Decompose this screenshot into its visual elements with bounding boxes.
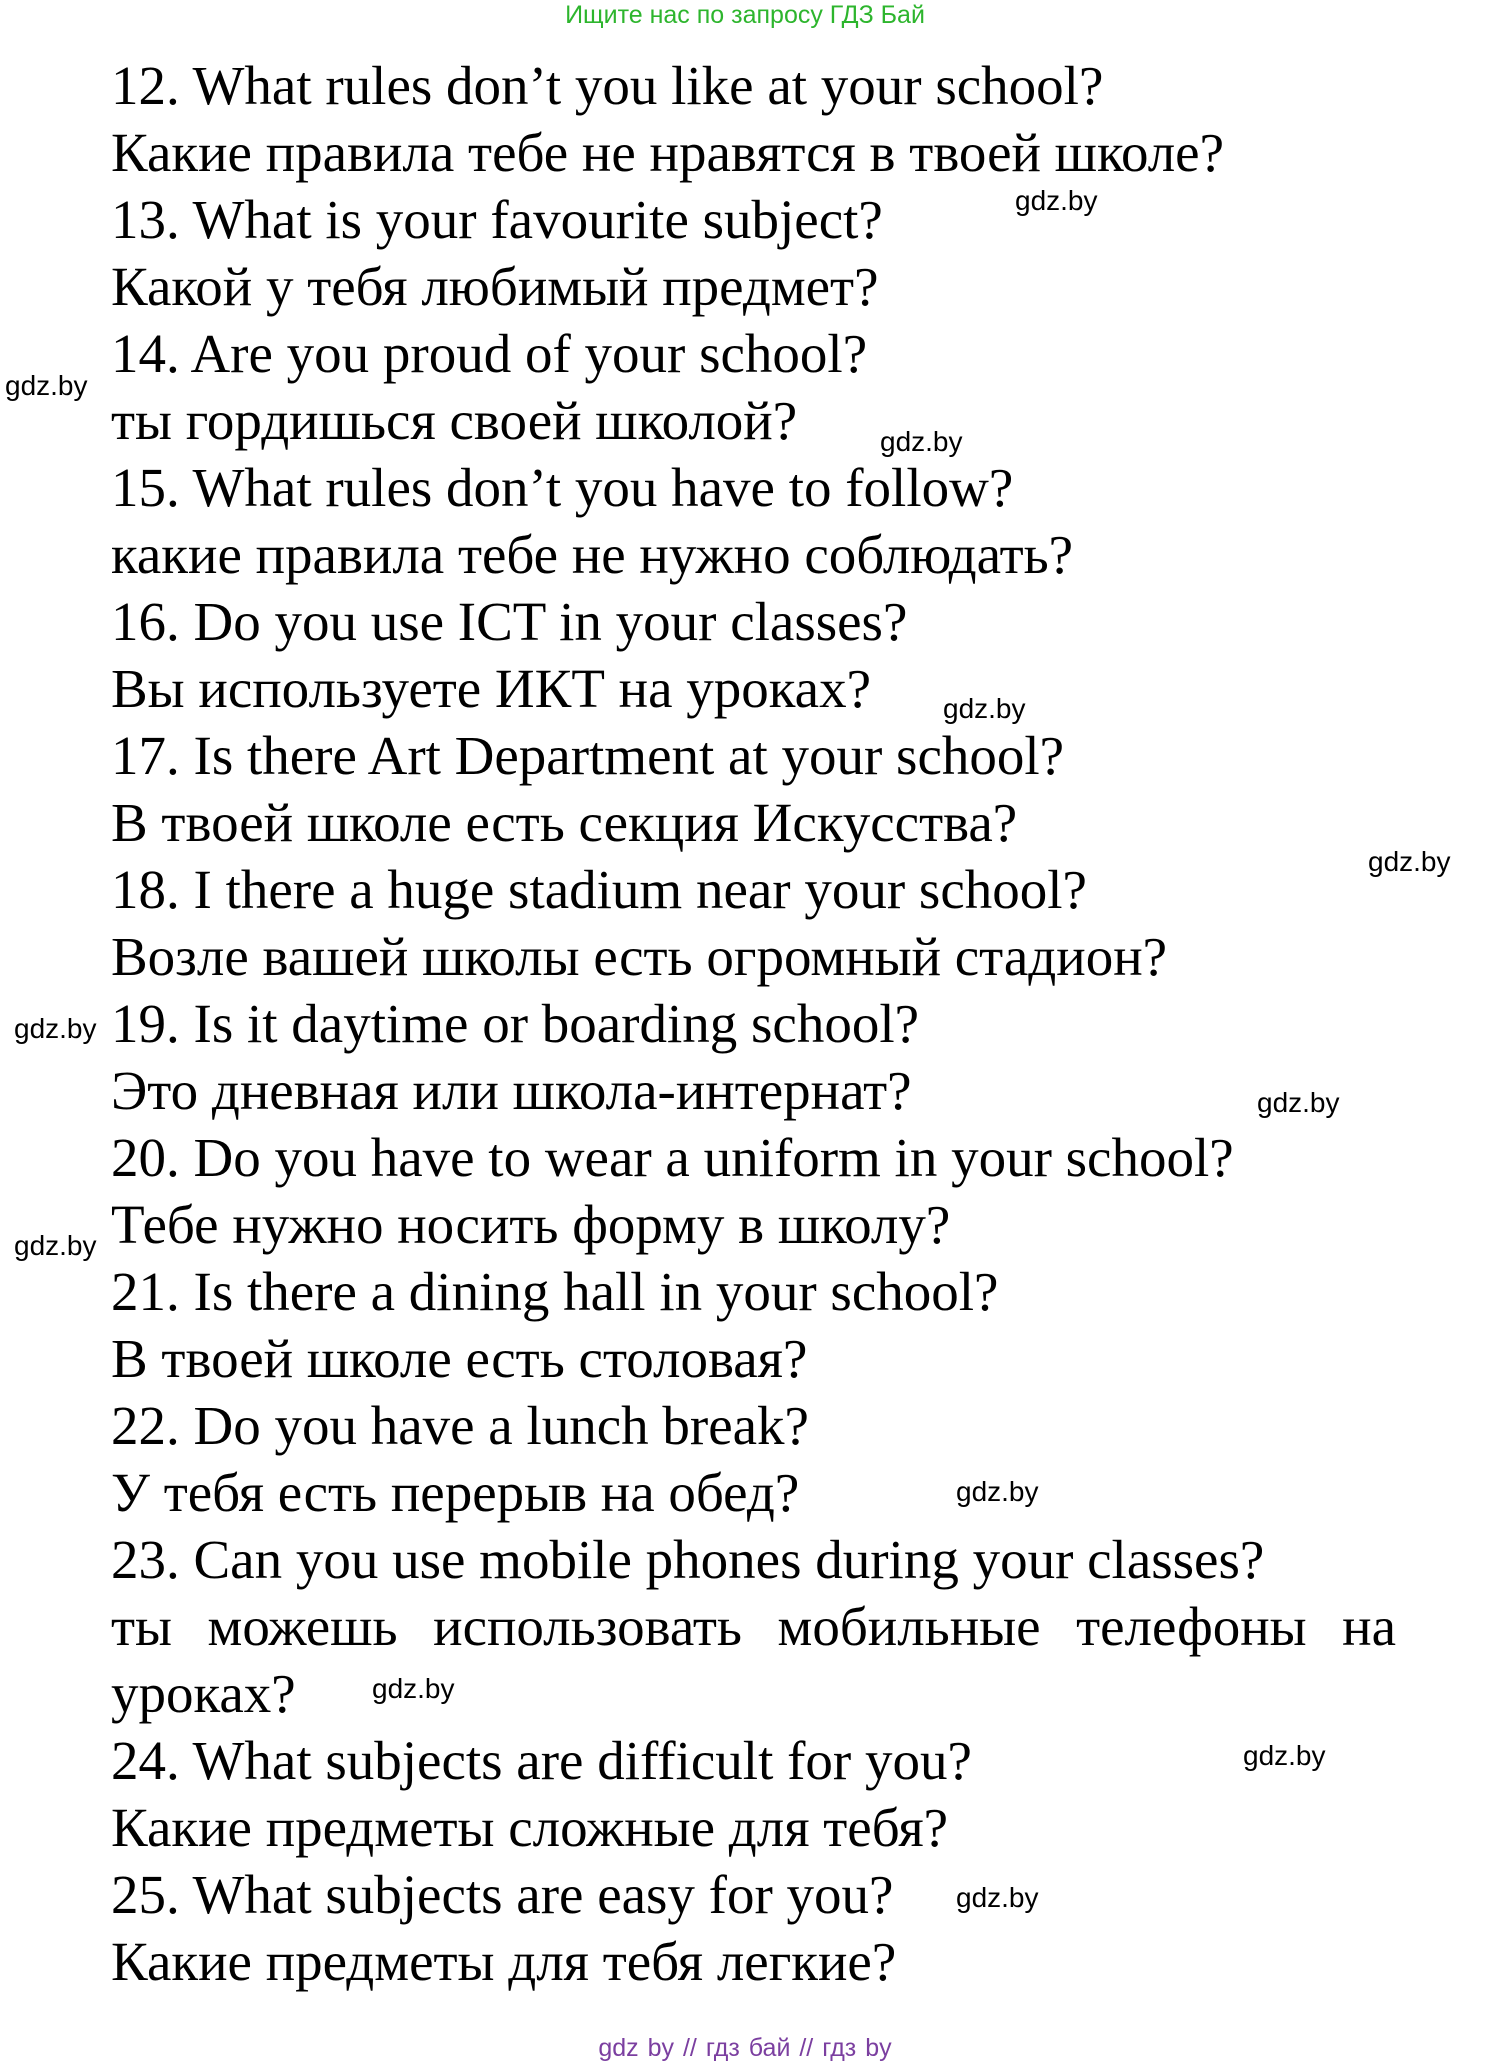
watermark: gdz.by <box>956 1476 1039 1507</box>
line-q19: 19. Is it daytime or boarding school? <box>111 993 920 1054</box>
watermark: gdz.by <box>372 1673 455 1704</box>
line-a24: Какие предметы сложные для тебя? <box>111 1797 949 1858</box>
line-q24: 24. What subjects are difficult for you? <box>111 1730 972 1791</box>
watermark: gdz.by <box>14 1230 97 1261</box>
line-a16: Вы используете ИКТ на уроках? <box>111 658 871 719</box>
line-q17: 17. Is there Art Department at your school? <box>111 725 1065 786</box>
line-a12: Какие правила тебе не нравятся в твоей школе? <box>111 122 1224 183</box>
line-q23: 23. Can you use mobile phones during your classes? <box>111 1529 1265 1590</box>
line-a15: какие правила тебе не нужно соблюдать? <box>111 524 1074 585</box>
footer-banner: gdz by // гдз бай // гдз by <box>598 2034 892 2062</box>
line-a19: Это дневная или школа-интернат? <box>111 1060 912 1121</box>
line-q14: 14. Are you proud of your school? <box>111 323 868 384</box>
line-a18: Возле вашей школы есть огромный стадион? <box>111 926 1168 987</box>
watermark: gdz.by <box>943 693 1026 724</box>
header-banner: Ищите нас по запросу ГДЗ Бай <box>565 1 925 29</box>
line-a23-part1: ты можешь использовать мобильные телефоны на <box>111 1596 1396 1657</box>
line-a17: В твоей школе есть секция Искусства? <box>111 792 1018 853</box>
watermark: gdz.by <box>1015 185 1098 216</box>
line-q16: 16. Do you use ICT in your classes? <box>111 591 908 652</box>
line-a25: Какие предметы для тебя легкие? <box>111 1931 897 1992</box>
line-q18: 18. I there a huge stadium near your school? <box>111 859 1087 920</box>
watermark: gdz.by <box>956 1882 1039 1913</box>
line-a13: Какой у тебя любимый предмет? <box>111 256 879 317</box>
line-q13: 13. What is your favourite subject? <box>111 189 883 250</box>
line-q25: 25. What subjects are easy for you? <box>111 1864 894 1925</box>
line-q21: 21. Is there a dining hall in your school? <box>111 1261 999 1322</box>
watermark: gdz.by <box>1257 1087 1340 1118</box>
watermark: gdz.by <box>880 426 963 457</box>
line-a20: Тебе нужно носить форму в школу? <box>111 1194 951 1255</box>
watermark: gdz.by <box>5 370 88 401</box>
line-q15: 15. What rules don’t you have to follow? <box>111 457 1014 518</box>
line-a21: В твоей школе есть столовая? <box>111 1328 808 1389</box>
watermark: gdz.by <box>1368 846 1451 877</box>
line-a23-part2: уроках? <box>111 1663 296 1724</box>
watermark: gdz.by <box>14 1013 97 1044</box>
line-q12: 12. What rules don’t you like at your school? <box>111 55 1104 116</box>
watermark: gdz.by <box>1243 1740 1326 1771</box>
line-q20: 20. Do you have to wear a uniform in your school? <box>111 1127 1234 1188</box>
line-q22: 22. Do you have a lunch break? <box>111 1395 809 1456</box>
line-a14: ты гордишься своей школой? <box>111 390 798 451</box>
line-a22: У тебя есть перерыв на обед? <box>111 1462 800 1523</box>
